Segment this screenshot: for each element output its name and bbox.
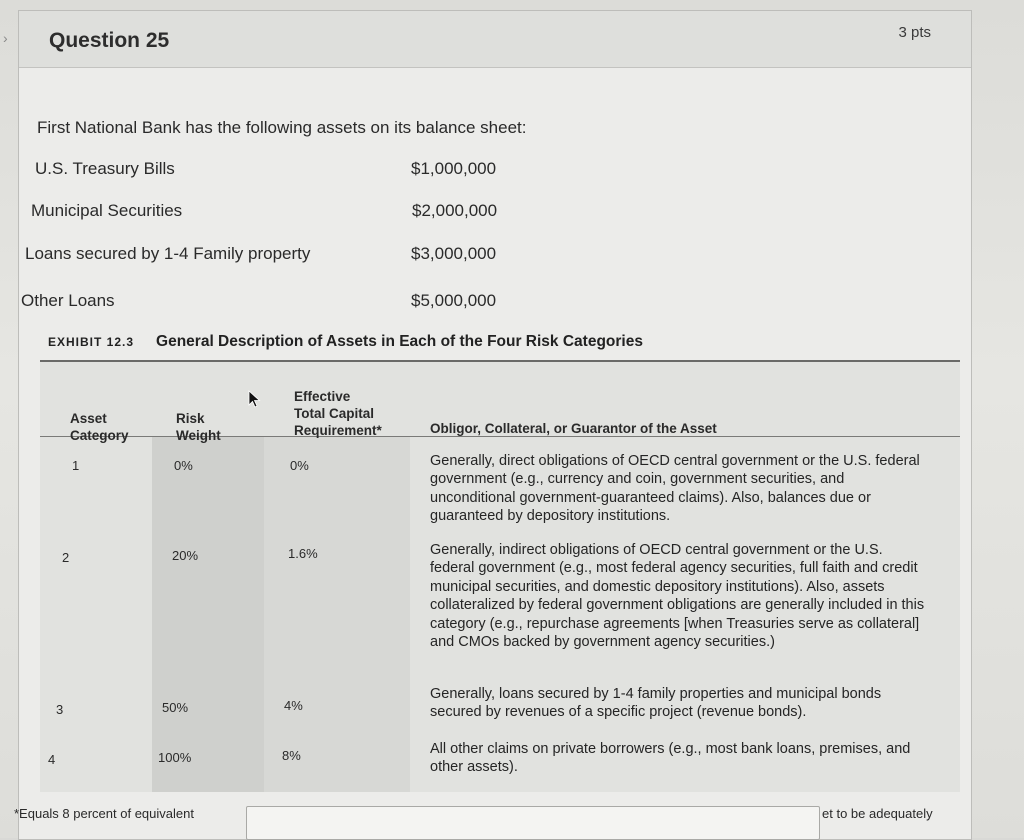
- asset-value: $1,000,000: [411, 159, 497, 178]
- risk-weight-column: [152, 437, 264, 792]
- row-weight: 20%: [172, 548, 199, 563]
- question-title: Question 25: [49, 29, 170, 52]
- question-header: [3, 11, 971, 68]
- table-top-rule: [40, 360, 960, 362]
- header-capital-requirement: Effective Total Capital Requirement*: [294, 389, 382, 438]
- header-asset-category: Asset Category: [70, 411, 129, 443]
- mouse-cursor-icon: [248, 390, 262, 408]
- asset-value: $3,000,000: [411, 244, 497, 263]
- exhibit-table: [40, 360, 960, 792]
- chevron-right-icon[interactable]: ›: [3, 30, 8, 46]
- exhibit-title: [48, 333, 643, 351]
- asset-label: Other Loans: [21, 291, 115, 310]
- row-category: 1: [72, 458, 80, 473]
- row-description: Generally, loans secured by 1-4 family properties and municipal bonds secured by revenues of a specific project (revenue bonds).: [430, 686, 882, 721]
- exhibit-number: EXHIBIT 12.3: [48, 335, 135, 349]
- row-weight: 0%: [174, 458, 193, 473]
- row-description: Generally, indirect obligations of OECD central government or the U.S. federal government (e.g., most federal agency securities, full faith and credit municipal securities, and domestic depository institutions). Also, assets collateralized by federal government obligations are generally included in this category (e.g., repurchase agreements [when Treasuries serve as collateral] and CMOs backed by government agency securities.): [430, 542, 925, 651]
- asset-value: $5,000,000: [411, 291, 497, 310]
- asset-label: Municipal Securities: [31, 201, 183, 220]
- header-risk-weight: Risk Weight: [176, 411, 221, 443]
- exhibit-footnote: *Equals 8 percent of equivalent: [14, 806, 194, 821]
- question-points: 3 pts: [898, 24, 931, 41]
- footnote-clipped-text: et to be adequately: [822, 806, 933, 821]
- answer-input[interactable]: [246, 806, 820, 840]
- row-weight: 50%: [162, 700, 189, 715]
- asset-label: U.S. Treasury Bills: [35, 159, 175, 178]
- exhibit-heading: General Description of Assets in Each of the Four Risk Categories: [156, 333, 643, 350]
- row-description: Generally, direct obligations of OECD central government or the U.S. federal government (e.g., currency and coin, government securities, and unconditional government-guaranteed claims). Also, balances due or guaranteed by depository institutions.: [430, 453, 920, 525]
- asset-label: Loans secured by 1-4 Family property: [25, 244, 311, 263]
- row-category: 4: [48, 752, 56, 767]
- header-obligor: Obligor, Collateral, or Guarantor of the Asset: [430, 421, 717, 436]
- requirement-column: [264, 437, 410, 792]
- row-category: 3: [56, 702, 64, 717]
- asset-value: $2,000,000: [412, 201, 498, 220]
- row-requirement: 8%: [282, 748, 301, 763]
- row-requirement: 1.6%: [288, 546, 318, 561]
- row-weight: 100%: [158, 750, 192, 765]
- row-requirement: 4%: [284, 698, 303, 713]
- question-prompt: First National Bank has the following assets on its balance sheet:: [37, 118, 527, 137]
- row-requirement: 0%: [290, 458, 309, 473]
- row-category: 2: [62, 550, 70, 565]
- row-description: All other claims on private borrowers (e.g., most bank loans, premises, and other assets).: [430, 741, 911, 776]
